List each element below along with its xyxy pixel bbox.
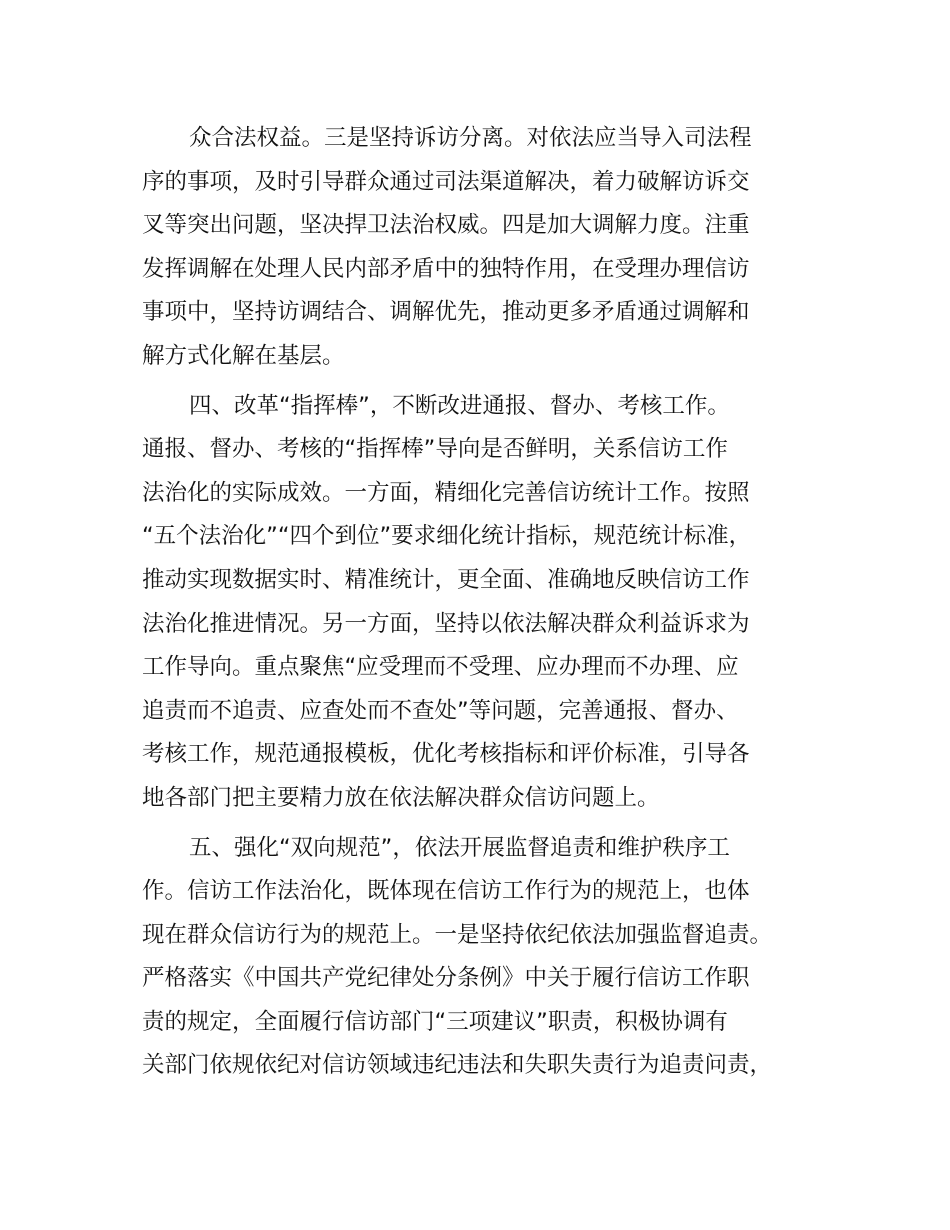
paragraph-1 bbox=[142, 117, 842, 379]
text-line: 考核工作，规范通报模板，优化考核指标和评价标准，引导各 bbox=[142, 741, 750, 768]
text-line: 现在群众信访行为的规范上。一是坚持依纪依法加强监督追责。 bbox=[142, 921, 773, 948]
text-line: 地各部门把主要精力放在依法解决群众信访问题上。 bbox=[142, 784, 660, 811]
text-line: 法治化推进情况。另一方面，坚持以依法解决群众利益诉求为 bbox=[142, 610, 750, 637]
paragraph-2 bbox=[142, 385, 842, 821]
text-line: 法治化的实际成效。一方面，精细化完善信访统计工作。按照 bbox=[142, 479, 750, 506]
text-line: 工作导向。重点聚焦“应受理而不受理、应办理而不办理、应 bbox=[142, 654, 739, 681]
text-line: 众合法权益。三是坚持诉访分离。对依法应当导入司法程 bbox=[189, 125, 752, 151]
text-line: 序的事项，及时引导群众通过司法渠道解决，着力破解访诉交 bbox=[142, 168, 750, 195]
text-line: 发挥调解在处理人民内部矛盾中的独特作用，在受理办理信访 bbox=[142, 255, 750, 282]
text-line: 事项中，坚持访调结合、调解优先，推动更多矛盾通过调解和 bbox=[142, 299, 750, 326]
section-heading-line: 四、改革“指挥棒”，不断改进通报、督办、考核工作。 bbox=[189, 392, 730, 419]
text-line: 解方式化解在基层。 bbox=[142, 342, 345, 369]
text-line: 关部门依规依纪对信访领域违纪违法和失职失责行为追责问责， bbox=[142, 1052, 773, 1079]
text-line: 责的规定，全面履行信访部门“三项建议”职责，积极协调有 bbox=[142, 1008, 728, 1035]
text-line: 严格落实《中国共产党纪律处分条例》中关于履行信访工作职 bbox=[142, 965, 750, 992]
text-line: 追责而不追责、应查处而不查处”等问题，完善通报、督办、 bbox=[142, 697, 739, 724]
text-line: “五个法治化”“四个到位”要求细化统计指标，规范统计标准， bbox=[142, 523, 752, 550]
text-line: 推动实现数据实时、精准统计，更全面、准确地反映信访工作 bbox=[142, 566, 750, 593]
section-heading-line: 五、强化“双向规范”，依法开展监督追责和维护秩序工 bbox=[189, 834, 730, 861]
text-line: 通报、督办、考核的“指挥棒”导向是否鲜明，关系信访工作 bbox=[142, 436, 728, 463]
paragraph-3 bbox=[142, 827, 842, 1089]
text-line: 作。信访工作法治化，既体现在信访工作行为的规范上，也体 bbox=[142, 878, 750, 905]
text-line: 叉等突出问题，坚决捍卫法治权威。四是加大调解力度。注重 bbox=[142, 212, 750, 239]
body-text bbox=[142, 117, 842, 1088]
